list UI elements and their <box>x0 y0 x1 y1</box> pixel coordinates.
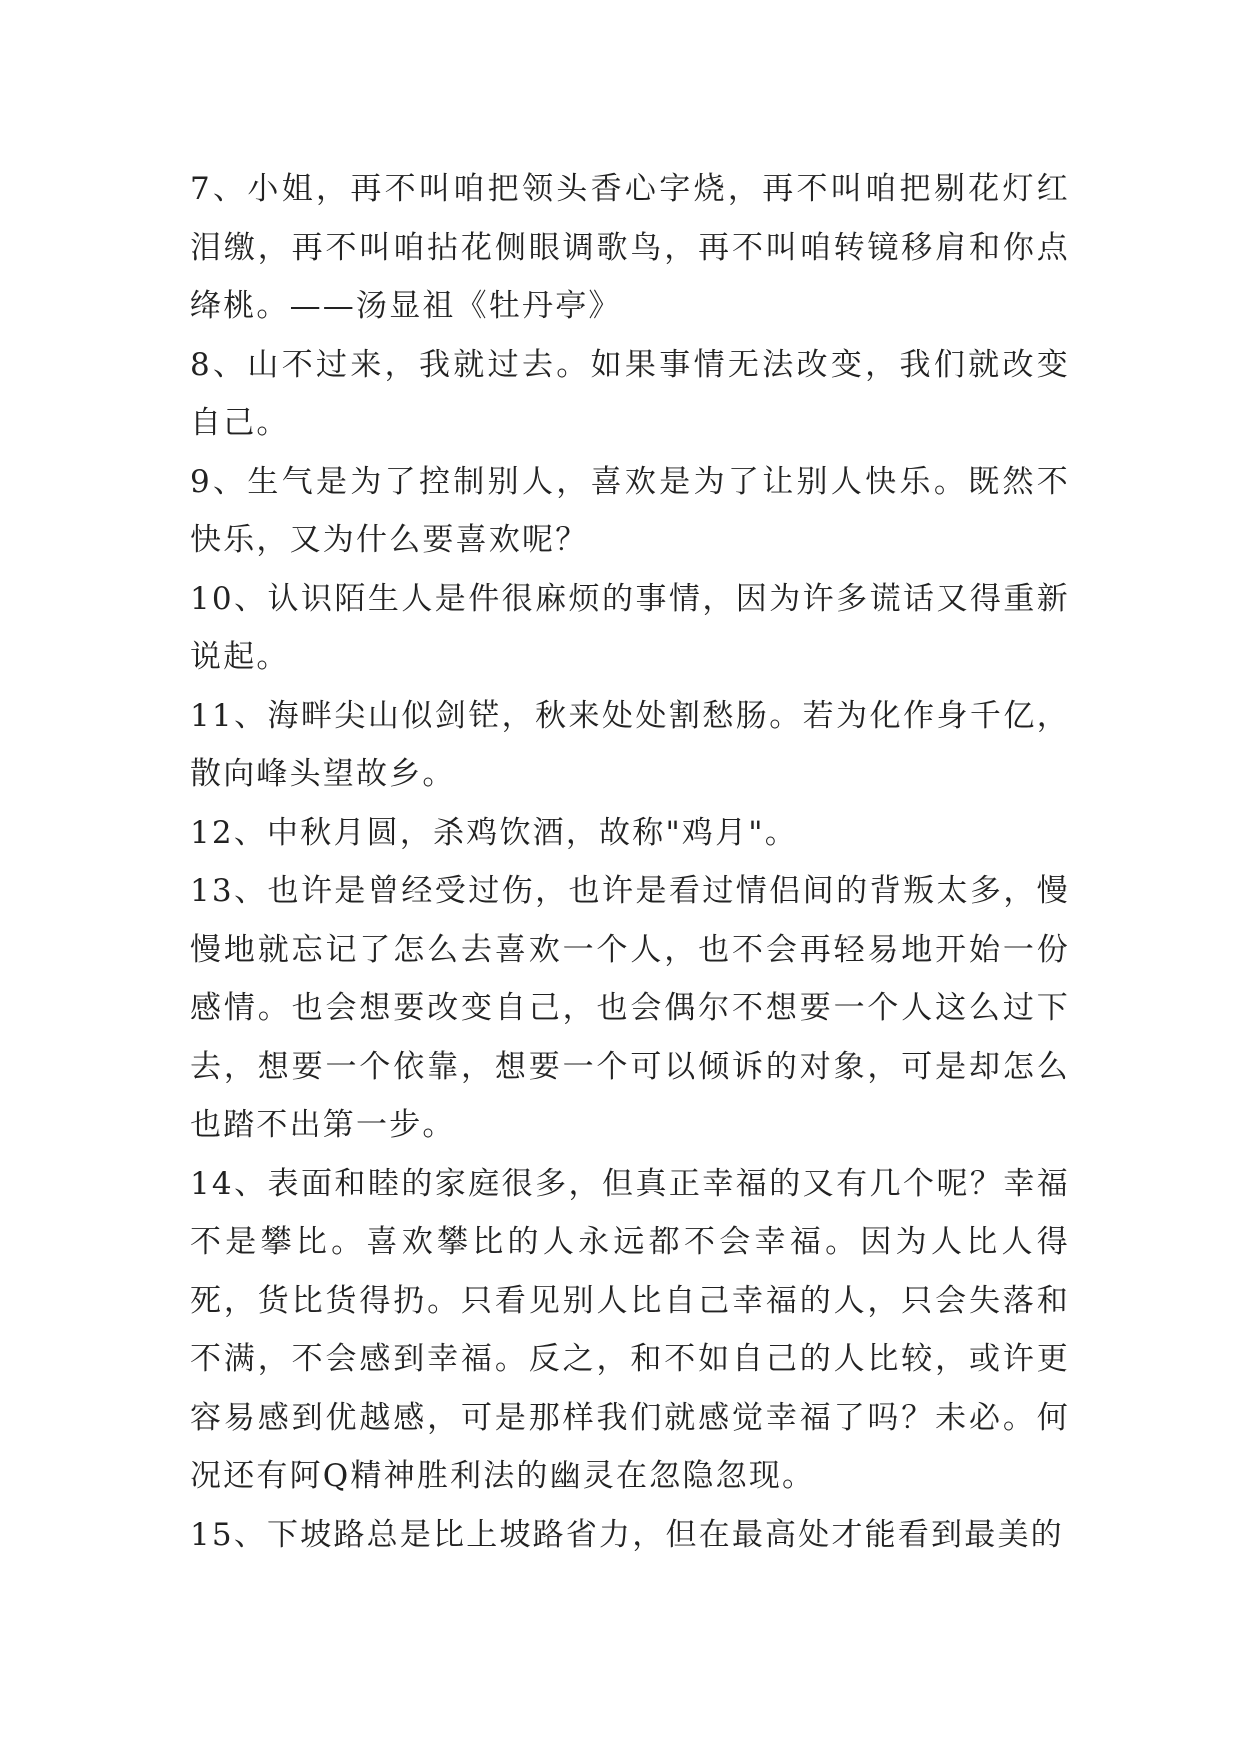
paragraph-7: 7、小姐，再不叫咱把领头香心字烧，再不叫咱把剔花灯红泪缴，再不叫咱拈花侧眼调歌鸟，再不叫咱转镜移肩和你点绛桃。——汤显祖《牡丹亭》 <box>190 171 1070 324</box>
paragraph-13: 13、也许是曾经受过伤，也许是看过情侣间的背叛太多，慢慢地就忘记了怎么去喜欢一个人，也不会再轻易地开始一份感情。也会想要改变自己，也会偶尔不想要一个人这么过下去，想要一个依靠，想要一个可以倾诉的对象，可是却怎么也踏不出第一步。 <box>190 873 1070 1143</box>
document-body <box>190 160 1070 1564</box>
paragraph-12: 12、中秋月圆，杀鸡饮酒，故称"鸡月"。 <box>190 814 798 851</box>
paragraph-8: 8、山不过来，我就过去。如果事情无法改变，我们就改变自己。 <box>190 346 1070 441</box>
paragraph-15: 15、下坡路总是比上坡路省力，但在最高处才能看到最美的 <box>190 1516 1064 1553</box>
paragraph-11: 11、海畔尖山似剑铓，秋来处处割愁肠。若为化作身千亿，散向峰头望故乡。 <box>190 697 1070 792</box>
paragraph-9: 9、生气是为了控制别人，喜欢是为了让别人快乐。既然不快乐，又为什么要喜欢呢？ <box>190 463 1070 558</box>
paragraph-10: 10、认识陌生人是件很麻烦的事情，因为许多谎话又得重新说起。 <box>190 580 1070 675</box>
paragraph-14: 14、表面和睦的家庭很多，但真正幸福的又有几个呢？幸福不是攀比。喜欢攀比的人永远都不会幸福。因为人比人得死，货比货得扔。只看见别人比自己幸福的人，只会失落和不满，不会感到幸福。反之，和不如自己的人比较，或许更容易感到优越感，可是那样我们就感觉幸福了吗？未必。何况还有阿Q精神胜利法的幽灵在忽隐忽现。 <box>190 1165 1070 1494</box>
